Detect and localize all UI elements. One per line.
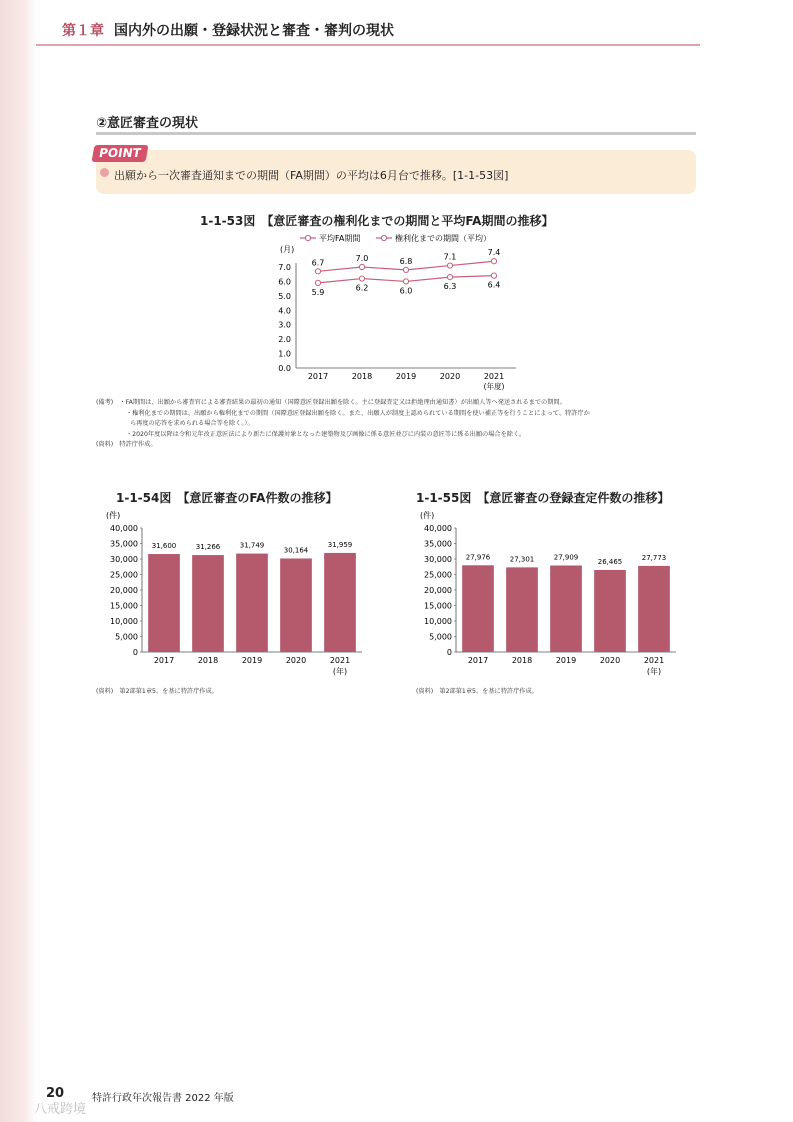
legend-label: 平均FA期間 bbox=[319, 234, 361, 243]
y-tick-label: 20,000 bbox=[110, 586, 138, 595]
x-tick-label: 2021 bbox=[643, 656, 665, 665]
y-tick-label: 7.0 bbox=[278, 263, 291, 272]
y-tick-label: 15,000 bbox=[424, 601, 452, 611]
y-tick-label: 0 bbox=[446, 648, 452, 657]
data-label: 27,301 bbox=[509, 555, 535, 564]
x-unit-label: (年) bbox=[332, 667, 348, 676]
fig53-ylabel: (月) bbox=[280, 245, 295, 254]
y-tick-label: 40,000 bbox=[110, 524, 138, 533]
x-tick-label: 2021 bbox=[483, 372, 505, 381]
bar bbox=[506, 567, 538, 652]
fig54-chart bbox=[96, 506, 376, 682]
bar bbox=[148, 554, 180, 652]
data-point bbox=[359, 264, 364, 269]
fig54-title: 1-1-54図 【意匠審査のFA件数の推移】 bbox=[116, 491, 338, 505]
fig54-source: (資料) 第2部第1章5、を基に特許庁作成。 bbox=[96, 688, 218, 695]
fig55-source: (資料) 第2部第1章5、を基に特許庁作成。 bbox=[416, 688, 538, 695]
data-point bbox=[403, 267, 408, 272]
x-tick-label: 2020 bbox=[285, 656, 307, 665]
header-divider bbox=[36, 44, 700, 46]
x-unit-label: (年) bbox=[646, 667, 662, 676]
bar bbox=[324, 553, 356, 652]
y-tick-label: 15,000 bbox=[110, 601, 138, 611]
y-tick-label: 25,000 bbox=[110, 570, 138, 580]
y-tick-label: 20,000 bbox=[424, 586, 452, 595]
x-tick-label: 2020 bbox=[599, 656, 621, 665]
y-unit-label: (件) bbox=[420, 511, 435, 520]
data-label: 7.0 bbox=[355, 254, 369, 263]
data-label: 6.3 bbox=[443, 282, 457, 292]
bar bbox=[638, 566, 670, 652]
point-label: POINT bbox=[92, 145, 149, 162]
data-label: 30,164 bbox=[283, 546, 309, 555]
x-tick-label: 2019 bbox=[241, 656, 263, 665]
data-point bbox=[403, 279, 408, 284]
y-tick-label: 10,000 bbox=[424, 617, 452, 626]
data-label: 27,773 bbox=[641, 553, 667, 562]
y-tick-label: 35,000 bbox=[424, 539, 452, 549]
data-label: 31,600 bbox=[151, 542, 177, 551]
y-tick-label: 5,000 bbox=[429, 632, 452, 642]
y-tick-label: 4.0 bbox=[278, 306, 291, 316]
data-label: 6.7 bbox=[311, 258, 325, 268]
bar bbox=[236, 554, 268, 652]
bar bbox=[550, 565, 582, 652]
note-line: (備考) ・FA期間は、出願から審査官による審査結果の最初の通知（国際意匠登録出願を除く。主に登録査定又は拒絶理由通知書）が出願人等へ発送されるまでの期間。 bbox=[96, 399, 566, 406]
footer-title: 特許行政年次報告書 2022 年版 bbox=[92, 1093, 234, 1104]
x-unit-label: (年度) bbox=[483, 382, 505, 391]
y-tick-label: 5.0 bbox=[278, 291, 291, 301]
data-point bbox=[447, 263, 452, 268]
fig55-title: 1-1-55図 【意匠審査の登録査定件数の推移】 bbox=[416, 491, 670, 505]
chapter-title: 国内外の出願・登録状況と審査・審判の現状 bbox=[114, 23, 394, 39]
x-tick-label: 2019 bbox=[555, 656, 577, 665]
note-line: (資料) 特許庁作成。 bbox=[96, 441, 157, 448]
section-title: ②意匠審査の現状 bbox=[96, 116, 199, 131]
legend-marker bbox=[305, 235, 310, 240]
bar bbox=[192, 555, 224, 652]
bar bbox=[594, 570, 626, 652]
fig53-legend bbox=[300, 233, 491, 243]
y-tick-label: 6.0 bbox=[278, 277, 291, 287]
note-line: ら再度の応答を求められる場合等を除く。）。 bbox=[130, 420, 254, 427]
y-tick-label: 30,000 bbox=[110, 555, 138, 564]
fig53-notes bbox=[96, 398, 590, 451]
chapter-header bbox=[62, 20, 394, 40]
legend-label: 権利化までの期間（平均） bbox=[395, 234, 491, 243]
y-tick-label: 25,000 bbox=[424, 570, 452, 580]
x-tick-label: 2019 bbox=[395, 372, 417, 381]
chapter-number: 第１章 bbox=[62, 23, 104, 39]
y-tick-label: 35,000 bbox=[110, 539, 138, 549]
section-divider bbox=[96, 132, 696, 135]
point-text: 出願から一次審査通知までの期間（FA期間）の平均は6月台で推移。[1-1-53図] bbox=[114, 169, 509, 182]
x-tick-label: 2018 bbox=[197, 656, 219, 665]
page-number: 20 bbox=[46, 1086, 65, 1101]
y-unit-label: (件) bbox=[106, 511, 121, 520]
y-tick-label: 10,000 bbox=[110, 617, 138, 626]
data-label: 27,976 bbox=[465, 553, 491, 562]
note-line: ・2020年度以降は令和元年改正意匠法により新たに保護対象となった建築物及び画像に係る意匠並びに内装の意匠等に係る出願の場合を除く。 bbox=[126, 430, 526, 438]
data-label: 26,465 bbox=[597, 557, 623, 566]
data-label: 31,749 bbox=[239, 541, 265, 550]
y-tick-label: 30,000 bbox=[424, 555, 452, 564]
y-tick-label: 0.0 bbox=[278, 364, 291, 373]
data-point bbox=[491, 259, 496, 264]
legend-marker bbox=[381, 235, 386, 240]
bullet-icon bbox=[100, 168, 109, 177]
x-tick-label: 2017 bbox=[467, 656, 489, 665]
bar bbox=[462, 565, 494, 652]
fig55-chart bbox=[410, 506, 690, 682]
x-tick-label: 2018 bbox=[511, 656, 533, 665]
data-point bbox=[315, 269, 320, 274]
fig53-chart bbox=[260, 228, 530, 396]
data-label: 27,909 bbox=[553, 553, 579, 562]
page-edge-band bbox=[0, 0, 36, 1122]
data-label: 5.9 bbox=[311, 287, 325, 297]
x-tick-label: 2020 bbox=[439, 372, 461, 381]
data-point bbox=[359, 276, 364, 281]
y-tick-label: 2.0 bbox=[278, 335, 291, 345]
x-tick-label: 2018 bbox=[351, 372, 373, 381]
data-label: 6.4 bbox=[487, 280, 501, 290]
data-label: 31,266 bbox=[195, 543, 221, 552]
y-tick-label: 5,000 bbox=[115, 632, 138, 642]
watermark-text: 八戒跨境 bbox=[34, 1102, 87, 1117]
data-label: 6.2 bbox=[355, 283, 369, 293]
data-label: 7.1 bbox=[443, 252, 457, 262]
data-label: 6.8 bbox=[399, 256, 413, 266]
y-tick-label: 0 bbox=[132, 648, 138, 657]
bar bbox=[280, 558, 312, 652]
x-tick-label: 2021 bbox=[329, 656, 351, 665]
x-tick-label: 2017 bbox=[153, 656, 175, 665]
y-tick-label: 3.0 bbox=[278, 320, 291, 330]
data-label: 7.4 bbox=[487, 248, 501, 258]
y-tick-label: 1.0 bbox=[278, 349, 291, 359]
fig53-title: 1-1-53図 【意匠審査の権利化までの期間と平均FA期間の推移】 bbox=[200, 214, 554, 228]
data-label: 31,959 bbox=[327, 540, 353, 549]
data-point bbox=[447, 275, 452, 280]
x-tick-label: 2017 bbox=[307, 372, 329, 381]
note-line: ・権利化までの期間は、出願から権利化までの期間（国際意匠登録出願を除く。また、出願人が制度上認められている期間を使い補正等を行うことによって、特許庁か bbox=[126, 409, 590, 417]
data-point bbox=[315, 280, 320, 285]
data-point bbox=[491, 273, 496, 278]
y-tick-label: 40,000 bbox=[424, 524, 452, 533]
data-label: 6.0 bbox=[399, 286, 413, 296]
